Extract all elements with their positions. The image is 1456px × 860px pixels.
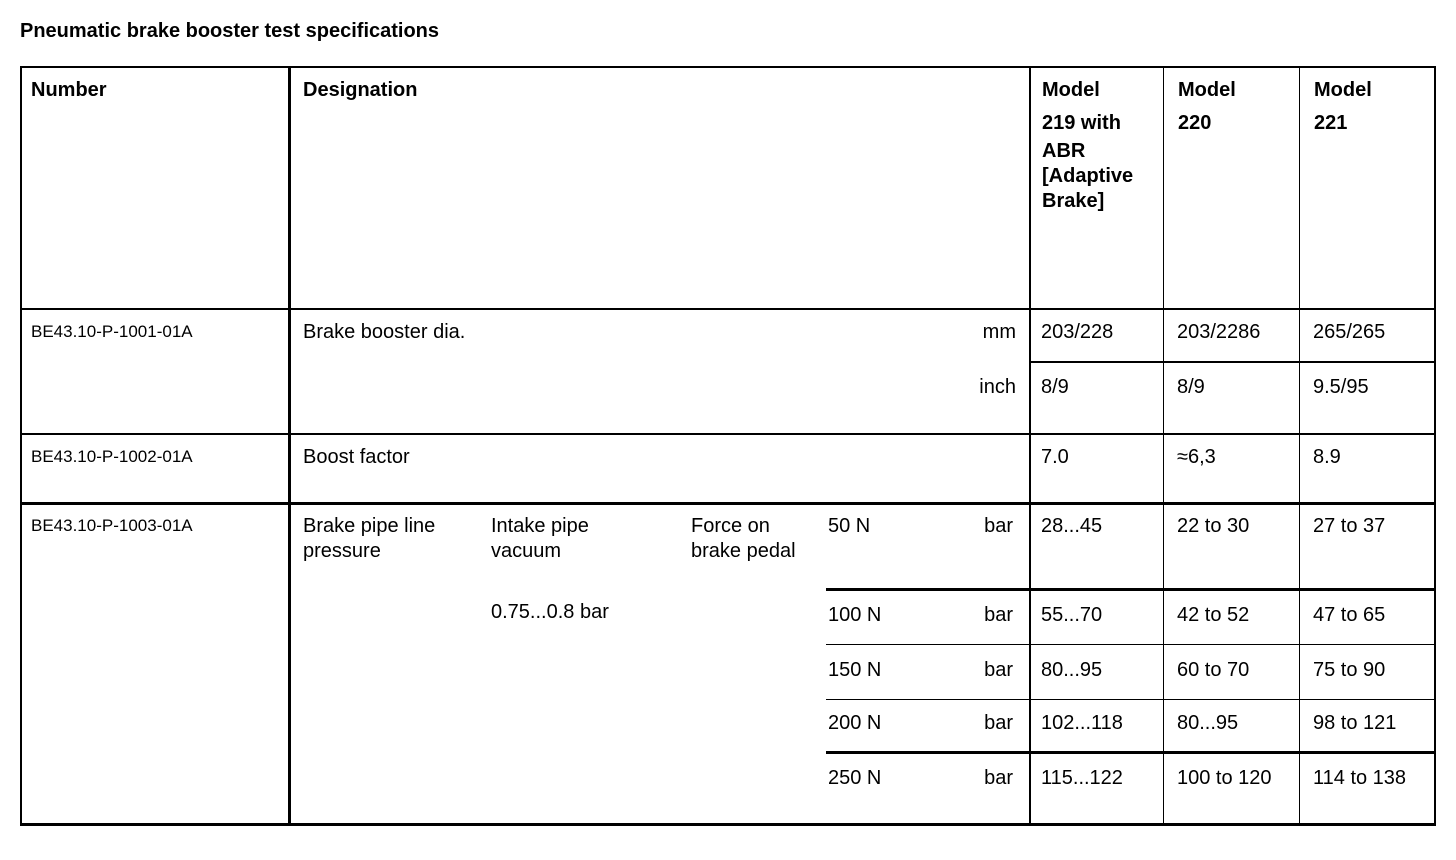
divider-row-1 [20,433,1436,435]
value-cell-219: 102...118 [1041,712,1123,734]
header-number: Number [31,79,107,101]
value-cell-219: 203/228 [1041,321,1114,343]
unit-cell: mm [982,321,1016,343]
value-cell-220: 100 to 120 [1177,767,1272,789]
table-border-top [20,66,1436,68]
force-cell: 150 N [828,659,882,681]
header-model-219-l3: ABR [1042,140,1086,162]
row-number: BE43.10-P-1001-01A [31,322,193,341]
divider-force-2 [826,644,1436,645]
value-cell-220: ≈6,3 [1177,446,1216,468]
intake-value: 0.75...0.8 bar [491,601,609,623]
value-cell-221: 75 to 90 [1313,659,1386,681]
divider-model-219 [1163,66,1164,826]
value-cell-219: 7.0 [1041,446,1069,468]
intake-label-l1: Intake pipe [491,515,589,537]
value-cell-220: 60 to 70 [1177,659,1250,681]
header-designation: Designation [303,79,418,101]
intake-label-l2: vacuum [491,540,562,562]
divider-force-3 [826,699,1436,700]
force-cell: 100 N [828,604,882,626]
header-model-220-l1: Model [1178,79,1236,101]
value-cell-221: 265/265 [1313,321,1386,343]
header-model-219-l5: Brake] [1042,190,1105,212]
value-cell-220: 80...95 [1177,712,1239,734]
value-cell-219: 28...45 [1041,515,1103,537]
value-cell-220: 203/2286 [1177,321,1261,343]
value-cell-220: 42 to 52 [1177,604,1250,626]
header-model-219-l1: Model [1042,79,1100,101]
unit-cell: inch [979,376,1016,398]
page-title: Pneumatic brake booster test specifications [20,20,440,42]
value-cell-221: 114 to 138 [1313,767,1407,789]
divider-force-1 [826,588,1436,591]
force-cell: 200 N [828,712,882,734]
unit-cell: bar [984,659,1013,681]
row-designation: Brake booster dia. [303,321,466,343]
force-cell: 50 N [828,515,871,537]
unit-cell: bar [984,604,1013,626]
value-cell-219: 8/9 [1041,376,1069,398]
table-border-left [20,66,22,826]
row-number: BE43.10-P-1003-01A [31,516,193,535]
value-cell-219: 115...122 [1041,767,1123,789]
row-designation-l2: pressure [303,540,381,562]
row-designation: Boost factor [303,446,410,468]
divider-row-2 [20,502,1436,505]
value-cell-220: 22 to 30 [1177,515,1250,537]
unit-cell: bar [984,515,1013,537]
value-cell-221: 9.5/95 [1313,376,1369,398]
divider-number [288,66,291,826]
header-model-219-l2: 219 with [1042,112,1121,134]
force-label-l1: Force on [691,515,770,537]
unit-cell: bar [984,712,1013,734]
table-border-right [1434,66,1436,826]
header-model-221-l2: 221 [1314,112,1348,134]
value-cell-221: 27 to 37 [1313,515,1386,537]
value-cell-219: 80...95 [1041,659,1103,681]
divider-designation [1029,66,1031,826]
header-model-221-l1: Model [1314,79,1372,101]
value-cell-221: 98 to 121 [1313,712,1397,734]
value-cell-220: 8/9 [1177,376,1205,398]
value-cell-219: 55...70 [1041,604,1103,626]
divider-force-4 [826,751,1436,754]
value-cell-221: 8.9 [1313,446,1341,468]
row-designation-l1: Brake pipe line [303,515,436,537]
header-model-219-l4: [Adaptive [1042,165,1134,187]
divider-header [20,308,1436,310]
header-model-220-l2: 220 [1178,112,1212,134]
row-number: BE43.10-P-1002-01A [31,447,193,466]
force-label-l2: brake pedal [691,540,796,562]
value-cell-221: 47 to 65 [1313,604,1386,626]
unit-cell: bar [984,767,1013,789]
table-border-bottom [20,823,1436,826]
divider-dia-units [1029,361,1436,363]
spec-table [20,66,1436,826]
divider-model-220 [1299,66,1300,826]
force-cell: 250 N [828,767,882,789]
